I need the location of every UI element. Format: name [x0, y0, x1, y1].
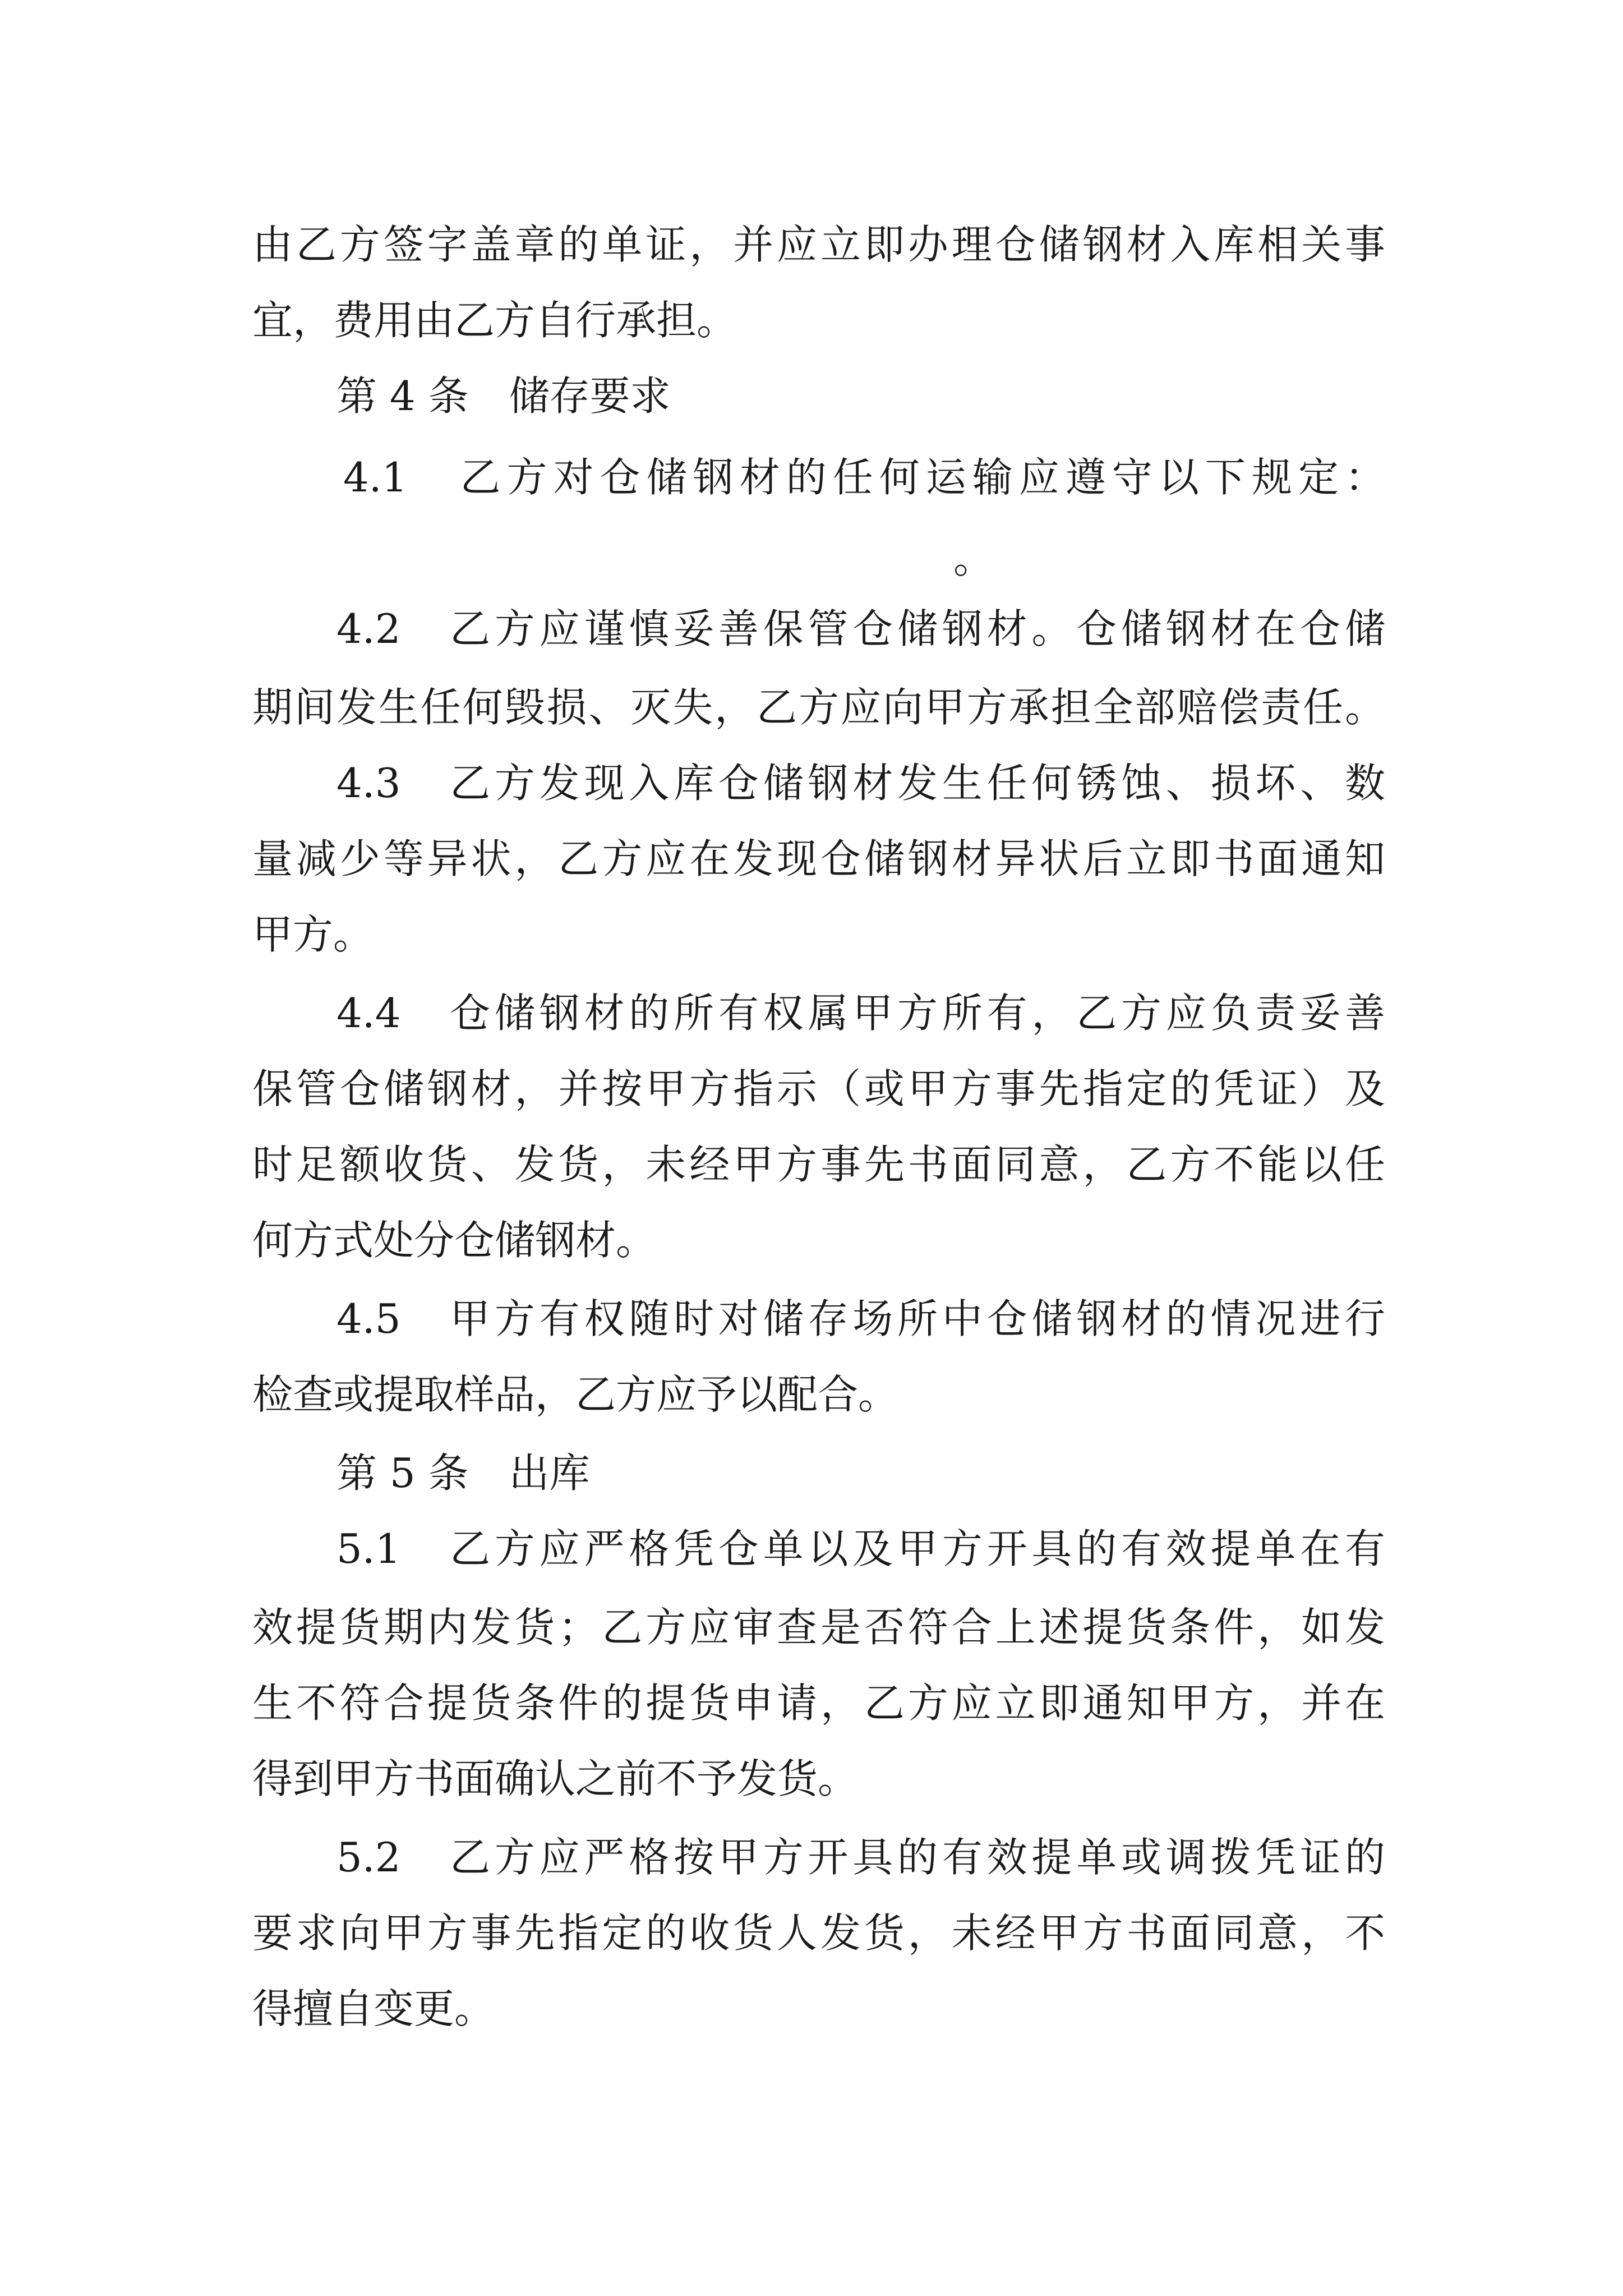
text-line: 效提货期内发货；乙方应审查是否符合上述提货条件，如发: [252, 1604, 1385, 1651]
text-line: 宜，费用由乙方自行承担。: [252, 297, 737, 344]
text-line: 何方式处分仓储钢材。: [252, 1217, 657, 1264]
clause-4-1: 4.1 乙方对仓储钢材的任何运输应遵守以下规定：: [343, 454, 1385, 501]
clause-4-3: 4.3 乙方发现入库仓储钢材发生任何锈蚀、损坏、数: [336, 760, 1385, 807]
article-heading-4: 第 4 条 储存要求: [336, 372, 671, 420]
clause-5-1: 5.1 乙方应严格凭仓单以及甲方开具的有效提单在有: [336, 1525, 1385, 1572]
clause-4-5: 4.5 甲方有权随时对储存场所中仓储钢材的情况进行: [336, 1295, 1385, 1342]
punctuation-mark: 。: [953, 535, 994, 582]
text-line: 生不符合提货条件的提货申请，乙方应立即通知甲方，并在: [252, 1680, 1385, 1727]
text-line: 时足额收货、发货，未经甲方事先书面同意，乙方不能以任: [252, 1141, 1385, 1188]
text-line: 得擅自变更。: [252, 1985, 495, 2032]
text-line: 期间发生任何毁损、灭失，乙方应向甲方承担全部赔偿责任。: [252, 684, 1385, 731]
text-line: 要求向甲方事先指定的收货人发货，未经甲方书面同意，不: [252, 1910, 1385, 1957]
text-line: 由乙方签字盖章的单证，并应立即办理仓储钢材入库相关事: [252, 221, 1385, 268]
text-line: 保管仓储钢材，并按甲方指示（或甲方事先指定的凭证）及: [252, 1065, 1385, 1112]
text-line: 得到甲方书面确认之前不予发货。: [252, 1755, 859, 1802]
clause-4-4: 4.4 仓储钢材的所有权属甲方所有，乙方应负责妥善: [336, 990, 1385, 1037]
text-line: 量减少等异状，乙方应在发现仓储钢材异状后立即书面通知: [252, 835, 1385, 882]
text-line: 甲方。: [252, 911, 374, 958]
text-line: 检查或提取样品，乙方应予以配合。: [252, 1371, 899, 1418]
article-heading-5: 第 5 条 出库: [336, 1450, 590, 1497]
clause-4-2: 4.2 乙方应谨慎妥善保管仓储钢材。仓储钢材在仓储: [336, 605, 1385, 652]
clause-5-2: 5.2 乙方应严格按甲方开具的有效提单或调拨凭证的: [336, 1834, 1385, 1881]
